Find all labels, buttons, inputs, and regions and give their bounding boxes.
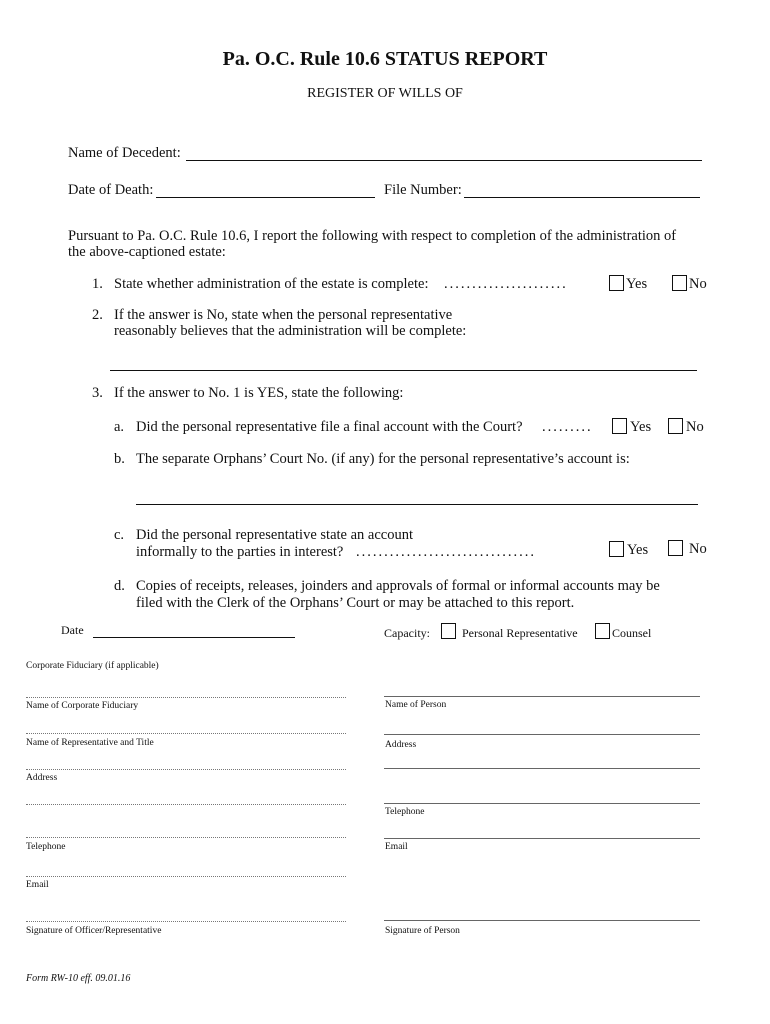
q3-number: 3. — [92, 385, 103, 401]
register-subtitle: REGISTER OF WILLS OF — [307, 86, 463, 101]
right-signature-label: Signature of Person — [385, 926, 460, 936]
q3c-yes-label: Yes — [627, 542, 649, 558]
personal-representative-label: Personal Representative — [462, 626, 578, 640]
q3b-letter: b. — [114, 451, 125, 467]
q3c-no-checkbox[interactable] — [668, 540, 683, 556]
q3c-line-1: Did the personal representative state an account — [136, 527, 413, 543]
q2-answer-field[interactable] — [110, 370, 697, 371]
right-telephone-label: Telephone — [385, 807, 425, 817]
right-address-label: Address — [385, 740, 417, 750]
q3c-leader-dots: ................................ — [356, 544, 536, 560]
q3c-letter: c. — [114, 527, 125, 543]
left-address-field[interactable] — [26, 769, 346, 770]
intro-line-2: the above-captioned estate: — [68, 244, 226, 260]
file-number-field[interactable] — [464, 197, 700, 198]
q1-yes-label: Yes — [626, 276, 648, 292]
q3d-line-2: filed with the Clerk of the Orphans’ Court or may be attached to this report. — [136, 595, 575, 611]
left-signature-label: Signature of Officer/Representative — [26, 926, 162, 936]
left-address-field-2[interactable] — [26, 804, 346, 805]
q1-number: 1. — [92, 276, 103, 292]
personal-representative-checkbox[interactable] — [441, 623, 456, 639]
left-signature-field[interactable] — [26, 921, 346, 922]
right-address-field-2[interactable] — [384, 768, 700, 769]
q1-text: State whether administration of the estate is complete: — [114, 276, 429, 292]
right-email-field[interactable] — [384, 838, 700, 839]
decedent-field[interactable] — [186, 160, 702, 161]
q3a-letter: a. — [114, 419, 125, 435]
q3d-letter: d. — [114, 578, 125, 594]
q3a-no-label: No — [686, 419, 704, 435]
q3a-yes-label: Yes — [630, 419, 652, 435]
left-telephone-label: Telephone — [26, 842, 66, 852]
corporate-fiduciary-name-label: Name of Corporate Fiduciary — [26, 701, 139, 711]
corporate-fiduciary-label: Corporate Fiduciary (if applicable) — [26, 661, 159, 671]
form-number-footer: Form RW-10 eff. 09.01.16 — [26, 973, 131, 984]
q3a-yes-checkbox[interactable] — [612, 418, 627, 434]
left-email-label: Email — [26, 880, 49, 890]
representative-name-label: Name of Representative and Title — [26, 738, 154, 748]
q1-yes-checkbox[interactable] — [609, 275, 624, 291]
q1-leader-dots: ...................... — [444, 276, 568, 292]
capacity-label: Capacity: — [384, 626, 430, 640]
q3a-no-checkbox[interactable] — [668, 418, 683, 434]
death-date-field[interactable] — [156, 197, 375, 198]
left-telephone-field[interactable] — [26, 837, 346, 838]
q2-line-2: reasonably believes that the administration will be complete: — [114, 323, 467, 339]
person-name-label: Name of Person — [385, 700, 447, 710]
right-address-field[interactable] — [384, 734, 700, 735]
date-label: Date — [61, 623, 84, 637]
q3b-text: The separate Orphans’ Court No. (if any) for the personal representative’s account is: — [136, 451, 630, 467]
q3c-line-2: informally to the parties in interest? — [136, 544, 344, 560]
left-email-field[interactable] — [26, 876, 346, 877]
q2-line-1: If the answer is No, state when the personal representative — [114, 307, 453, 323]
person-name-field[interactable] — [384, 696, 700, 697]
date-field[interactable] — [93, 637, 295, 638]
q3d-line-1: Copies of receipts, releases, joinders and approvals of formal or informal accounts may be — [136, 578, 660, 594]
q2-number: 2. — [92, 307, 103, 323]
representative-field[interactable] — [26, 733, 346, 734]
q3c-yes-checkbox[interactable] — [609, 541, 624, 557]
file-number-label: File Number: — [384, 182, 462, 198]
corporate-fiduciary-field[interactable] — [26, 697, 346, 698]
death-date-label: Date of Death: — [68, 182, 154, 198]
right-email-label: Email — [385, 842, 408, 852]
intro-line-1: Pursuant to Pa. O.C. Rule 10.6, I report the following with respect to completion of the administration of — [68, 228, 677, 244]
q3b-answer-field[interactable] — [136, 504, 698, 505]
right-signature-field[interactable] — [384, 920, 700, 921]
decedent-label: Name of Decedent: — [68, 145, 181, 161]
q1-no-label: No — [689, 276, 707, 292]
q3c-no-label: No — [689, 541, 707, 557]
q1-no-checkbox[interactable] — [672, 275, 687, 291]
counsel-label: Counsel — [612, 626, 652, 640]
left-address-label: Address — [26, 773, 58, 783]
page-title: Pa. O.C. Rule 10.6 STATUS REPORT — [222, 48, 548, 70]
q3a-text: Did the personal representative file a final account with the Court? — [136, 419, 523, 435]
q3-text: If the answer to No. 1 is YES, state the following: — [114, 385, 404, 401]
q3a-leader-dots: ......... — [542, 419, 593, 435]
counsel-checkbox[interactable] — [595, 623, 610, 639]
right-telephone-field[interactable] — [384, 803, 700, 804]
